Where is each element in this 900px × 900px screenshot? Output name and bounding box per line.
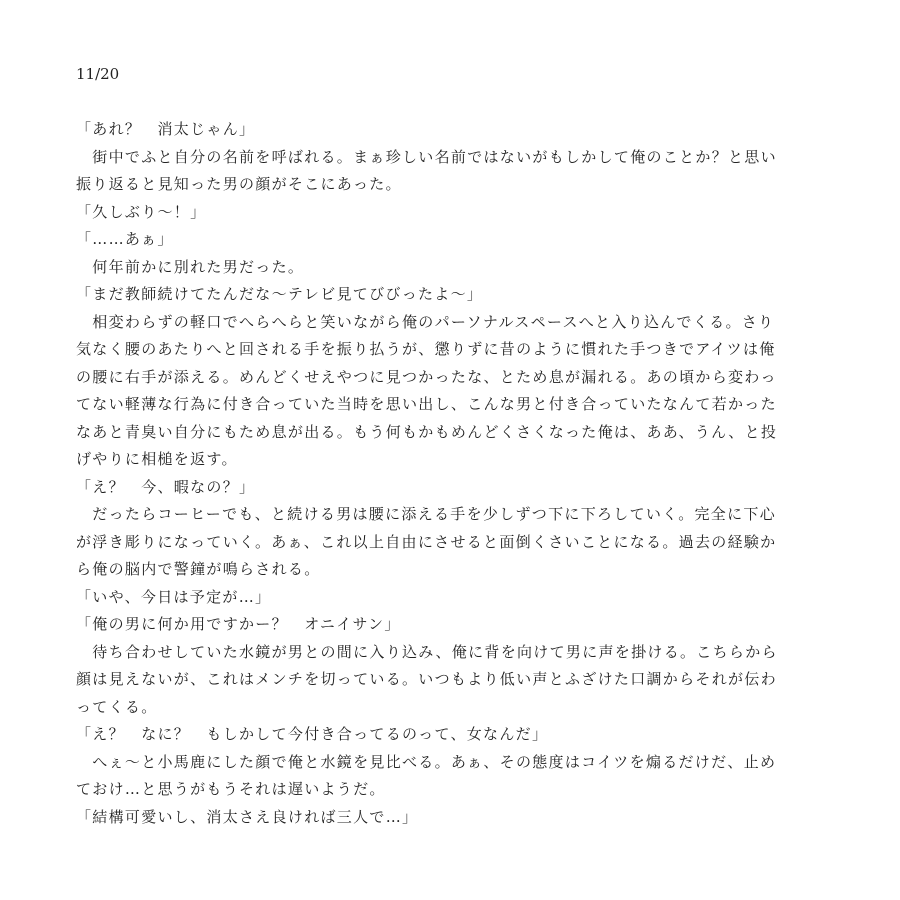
text-line: 「結構可愛いし、消太さえ良ければ三人で…」 (76, 807, 419, 826)
text-line: 「あれ？ 消太じゃん」 (76, 120, 256, 138)
text-line: 顔は見えないが、これはメンチを切っている。いつもより低い声とふざけた口調からそれが伝わ (76, 670, 777, 688)
text-line: へぇ～と小馬鹿にした顔で俺と水鏡を見比べる。あぁ、その態度はコイツを煽るだけだ、止め (76, 752, 777, 771)
text-line: ら俺の脳内で警鐘が鳴らされる。 (76, 560, 321, 578)
text-line: ってくる。 (76, 697, 158, 716)
text-line: 何年前かに別れた男だった。 (76, 257, 305, 276)
text-line: だったらコーヒーでも、と続ける男は腰に添える手を少しずつ下に下ろしていく。完全に下心 (76, 505, 777, 523)
text-line: てない軽薄な行為に付き合っていた当時を思い出し、こんな男と付き合っていたなんて若かった (76, 395, 777, 413)
text-line: 「俺の男に何か用ですかー？ オニイサン」 (76, 615, 401, 633)
text-line: 街中でふと自分の名前を呼ばれる。まぁ珍しい名前ではないがもしかして俺のことか？と思い (76, 147, 777, 166)
text-line: げやりに相槌を返す。 (76, 450, 238, 468)
text-line: 気なく腰のあたりへと回される手を振り払うが、懲りずに昔のように慣れた手つきでアイツは俺 (76, 340, 776, 358)
text-line: 「え？ なに？ もしかして今付き合ってるのって、女なんだ」 (76, 725, 549, 743)
text-line: 相変わらずの軽口でへらへらと笑いながら俺のパーソナルスペースへと入り込んでくる。さり (76, 312, 775, 331)
text-line: 「いや、今日は予定が…」 (76, 587, 272, 606)
text-line: 「久しぶり～！」 (76, 202, 207, 221)
body-text (76, 116, 836, 831)
text-line: 「え？ 今、暇なの？」 (76, 477, 256, 496)
text-line: 振り返ると見知った男の顔がそこにあった。 (76, 175, 402, 193)
page-number: 11/20 (76, 65, 120, 83)
text-line: ておけ…と思うがもうそれは遅いようだ。 (76, 780, 386, 798)
text-line: 待ち合わせしていた水鏡が男との間に入り込み、俺に背を向けて男に声を掛ける。こちらから (76, 642, 778, 661)
text-line: の腰に右手が添える。めんどくせえやつに見つかったな、とため息が漏れる。あの頃から変わっ (76, 367, 777, 386)
text-line: 「まだ教師続けてたんだな～テレビ見てびびったよ～」 (76, 285, 484, 303)
text-line: 「……あぁ」 (76, 230, 174, 248)
text-line: が浮き彫りになっていく。あぁ、これ以上自由にさせると面倒くさいことになる。過去の経験か (76, 532, 777, 551)
text-line: なあと青臭い自分にもため息が出る。もう何もかもめんどくさくなった俺は、ああ、うん、と投 (76, 422, 778, 441)
